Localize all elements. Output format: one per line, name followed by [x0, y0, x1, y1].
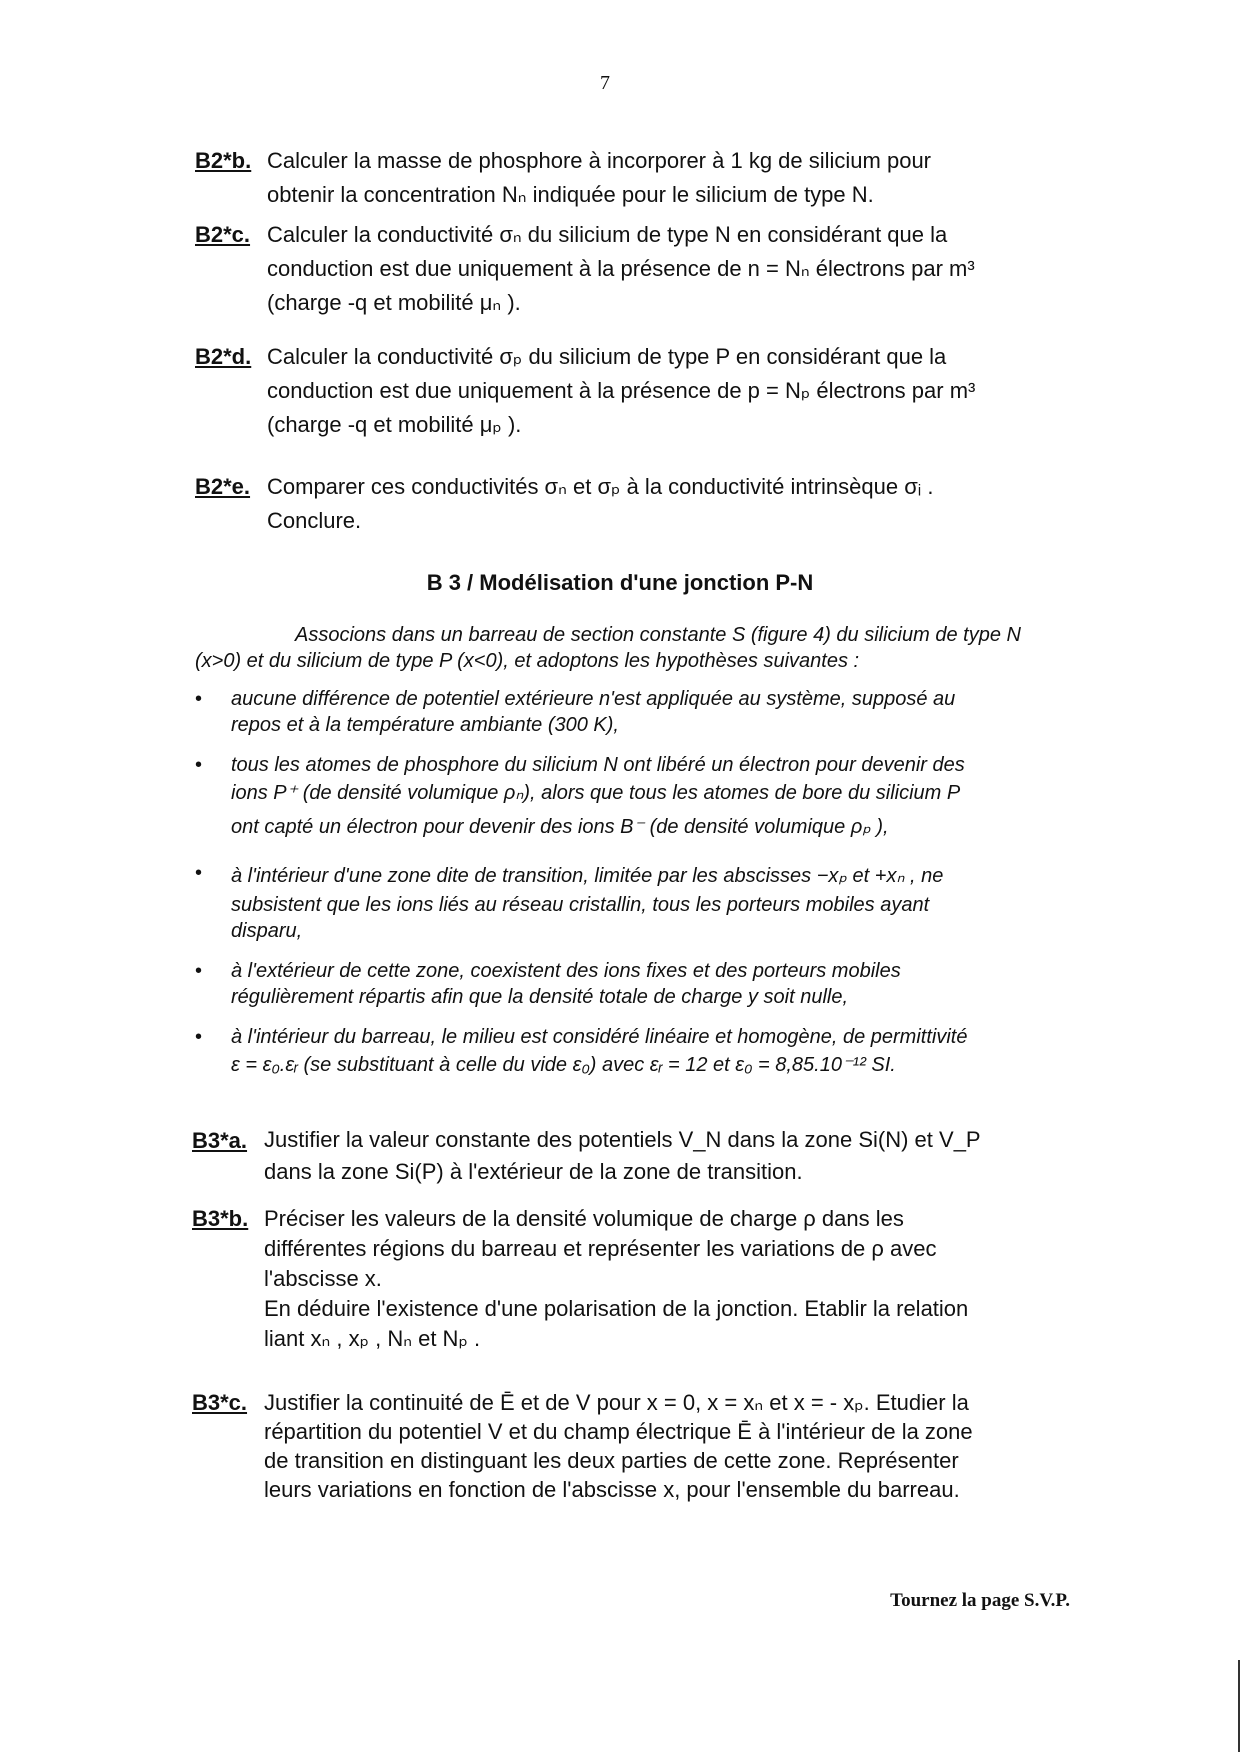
question-b3c — [192, 1388, 1070, 1504]
question-line: Conclure. — [267, 508, 362, 533]
section-title: B 3 / Modélisation d'une jonction P-N — [426, 570, 814, 595]
question-label: B2*c. — [195, 222, 251, 247]
bullet-icon: • — [195, 754, 203, 776]
question-b2c — [195, 218, 1070, 320]
question-line: (charge -q et mobilité μₙ ). — [267, 290, 521, 315]
bullet-icon: • — [195, 862, 203, 884]
question-label: B3*a. — [192, 1128, 248, 1153]
question-line: Justifier la valeur constante des potentiels V_N dans la zone Si(N) et V_P — [264, 1127, 981, 1152]
question-label: B3*c. — [192, 1390, 248, 1415]
list-item-line: repos et à la température ambiante (300 K), — [231, 714, 619, 736]
question-label: B2*e. — [195, 474, 251, 499]
question-label: B2*b. — [195, 148, 252, 173]
question-line: Comparer ces conductivités σₙ et σₚ à la conductivité intrinsèque σᵢ . — [267, 474, 934, 499]
bullet-icon: • — [195, 688, 203, 710]
list-item-line: disparu, — [231, 920, 303, 942]
question-line: Calculer la conductivité σₚ du silicium de type P en considérant que la — [267, 344, 947, 369]
intro-paragraph — [195, 622, 1070, 674]
list-item — [195, 860, 1070, 944]
hypotheses-list — [195, 686, 1070, 1080]
question-line: de transition en distinguant les deux parties de cette zone. Représenter — [264, 1448, 959, 1473]
question-b2b — [195, 144, 1070, 212]
question-line: obtenir la concentration Nₙ indiquée pour le silicium de type N. — [267, 182, 874, 207]
question-line: l'abscisse x. — [264, 1266, 382, 1291]
intro-line: (x>0) et du silicium de type P (x<0), et adoptons les hypothèses suivantes : — [195, 650, 860, 672]
list-item-line: à l'intérieur du barreau, le milieu est considéré linéaire et homogène, de permittivité — [231, 1026, 968, 1048]
question-line: (charge -q et mobilité μₚ ). — [267, 412, 522, 437]
question-label: B2*d. — [195, 344, 252, 369]
question-label: B3*b. — [192, 1206, 249, 1231]
question-line: dans la zone Si(P) à l'extérieur de la zone de transition. — [264, 1159, 803, 1184]
list-item — [195, 1024, 1070, 1080]
question-line: Justifier la continuité de Ē et de V pour x = 0, x = xₙ et x = - xₚ. Etudier la — [264, 1390, 969, 1415]
question-line: liant xₙ , xₚ , Nₙ et Nₚ . — [264, 1326, 481, 1351]
question-b2e — [195, 470, 1070, 538]
list-item-line: régulièrement répartis afin que la densité totale de charge y soit nulle, — [231, 986, 849, 1008]
list-item-line: à l'intérieur d'une zone dite de transition, limitée par les abscisses −xₚ et +xₙ , ne — [231, 865, 944, 887]
intro-line: Associons dans un barreau de section constante S (figure 4) du silicium de type N — [295, 624, 1021, 646]
question-b3b — [192, 1204, 1070, 1354]
list-item-line: ε = ε₀.εᵣ (se substituant à celle du vide ε₀) avec εᵣ = 12 et ε₀ = 8,85.10⁻¹² SI. — [231, 1054, 896, 1076]
list-item-line: ont capté un électron pour devenir des ions B⁻ (de densité volumique ρₚ ), — [231, 816, 889, 838]
question-line: leurs variations en fonction de l'abscisse x, pour l'ensemble du barreau. — [264, 1477, 960, 1502]
question-line: différentes régions du barreau et représenter les variations de ρ avec — [264, 1236, 937, 1261]
list-item-line: subsistent que les ions liés au réseau cristallin, tous les porteurs mobiles ayant — [231, 894, 930, 916]
question-line: Calculer la conductivité σₙ du silicium de type N en considérant que la — [267, 222, 948, 247]
question-line: conduction est due uniquement à la présence de p = Nₚ électrons par m³ — [267, 378, 976, 403]
list-item — [195, 686, 1070, 738]
list-item-line: aucune différence de potentiel extérieure n'est appliquée au système, supposé au — [231, 688, 956, 710]
list-item-line: ions P⁺ (de densité volumique ρₙ), alors que tous les atomes de bore du silicium P — [231, 782, 961, 804]
question-line: Préciser les valeurs de la densité volumique de charge ρ dans les — [264, 1206, 904, 1231]
footer-note: Tournez la page S.V.P. — [890, 1590, 1070, 1611]
question-b2d — [195, 340, 1070, 442]
question-line: répartition du potentiel V et du champ électrique Ē à l'intérieur de la zone — [264, 1419, 973, 1444]
list-item-line: tous les atomes de phosphore du silicium N ont libéré un électron pour devenir des — [231, 754, 965, 776]
list-item — [195, 958, 1070, 1010]
bullet-icon: • — [195, 960, 203, 982]
question-line: conduction est due uniquement à la présence de n = Nₙ électrons par m³ — [267, 256, 975, 281]
question-b3a — [192, 1124, 1070, 1188]
question-line: Calculer la masse de phosphore à incorporer à 1 kg de silicium pour — [267, 148, 932, 173]
list-item — [195, 752, 1070, 846]
bullet-icon: • — [195, 1026, 203, 1048]
page-number: 7 — [600, 72, 610, 94]
list-item-line: à l'extérieur de cette zone, coexistent des ions fixes et des porteurs mobiles — [231, 960, 901, 982]
question-line: En déduire l'existence d'une polarisation de la jonction. Etablir la relation — [264, 1296, 969, 1321]
